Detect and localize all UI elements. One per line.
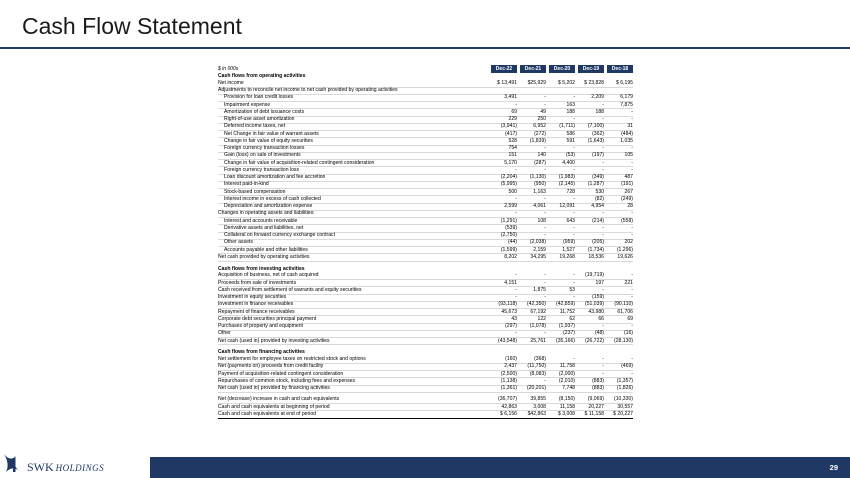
value-cell: (883) <box>592 377 604 384</box>
value-cell: (1,291) <box>500 217 517 224</box>
row-label: Repurchases of common stock, including fees and expenses <box>218 377 356 384</box>
value-cell: (237) <box>563 330 575 337</box>
table-row <box>218 254 633 261</box>
value-cell: (2,500) <box>500 370 517 377</box>
value-cell: 188 <box>595 108 604 115</box>
value-cell: - <box>631 286 633 293</box>
value-cell: (3,941) <box>500 123 517 130</box>
logo-name: SWK <box>27 460 54 474</box>
value-cell: (1,711) <box>559 123 575 130</box>
value-cell: (90,110) <box>614 301 633 308</box>
value-cell: - <box>515 294 517 300</box>
value-cell: 487 <box>624 174 633 180</box>
value-cell: - <box>631 159 633 166</box>
value-cell: (362) <box>592 130 604 137</box>
value-cell: - <box>631 224 633 231</box>
value-cell: (2,750) <box>500 232 517 238</box>
value-cell: 586 <box>566 130 575 137</box>
value-cell: (959) <box>563 239 575 246</box>
value-cell: - <box>573 116 575 122</box>
value-cell: - <box>573 356 575 362</box>
value-cell: (1,839) <box>529 137 546 144</box>
value-cell: 122 <box>537 315 546 322</box>
row-label: Amortization of debt issuance costs <box>224 108 305 115</box>
value-cell: 4,954 <box>591 203 604 209</box>
value-cell: (20,201) <box>527 385 546 391</box>
value-cell: 61,706 <box>617 308 633 315</box>
row-label: Other <box>218 330 231 337</box>
value-cell: (1,734) <box>587 246 604 253</box>
value-cell: - <box>544 279 546 286</box>
value-cell: - <box>544 145 546 151</box>
value-cell: 528 <box>508 137 517 144</box>
value-cell: (1,078) <box>529 323 546 329</box>
value-cell: (2,145) <box>558 181 575 188</box>
value-cell: 43 <box>511 315 517 322</box>
value-cell: (950) <box>534 181 546 188</box>
value-cell: (82) <box>594 195 604 202</box>
value-cell: (35,166) <box>556 337 575 344</box>
value-cell: (484) <box>621 130 633 137</box>
row-label: Purchases of property and equipment <box>218 323 303 329</box>
value-cell: $ 20,227 <box>613 410 633 417</box>
value-cell: 591 <box>566 137 575 144</box>
value-cell: (1,937) <box>558 323 575 329</box>
value-cell: (44) <box>507 239 517 246</box>
table-row <box>218 386 633 393</box>
value-cell: $ 23,828 <box>584 79 604 86</box>
units-label: $ in 000s <box>218 65 239 72</box>
value-cell: - <box>602 370 604 377</box>
value-cell: (2,204) <box>500 174 517 180</box>
row-label: Corporate debt securities principal payment <box>218 315 317 322</box>
value-cell: - <box>515 210 517 217</box>
value-cell: (349) <box>592 174 604 180</box>
value-cell: 30,557 <box>617 403 633 410</box>
value-cell: (159) <box>592 294 604 300</box>
row-label: Net income <box>218 79 244 86</box>
value-cell: 229 <box>508 116 517 122</box>
value-cell: - <box>573 94 575 101</box>
row-label: Other assets <box>224 239 253 246</box>
value-cell: (2,038) <box>529 239 546 246</box>
logo-mark-icon <box>2 452 28 474</box>
value-cell: - <box>631 272 633 279</box>
footer-bar <box>150 457 850 478</box>
value-cell: 7,875 <box>620 101 633 108</box>
value-cell: (417) <box>505 130 517 137</box>
value-cell: 4,400 <box>562 159 575 166</box>
value-cell: 43,980 <box>588 308 604 315</box>
value-cell: - <box>631 210 633 217</box>
value-cell: 1,163 <box>533 188 546 195</box>
value-cell: - <box>544 377 546 384</box>
value-cell: (1,826) <box>616 385 633 391</box>
value-cell: 6,179 <box>620 94 633 101</box>
value-cell: 49 <box>540 108 546 115</box>
value-cell: 3,491 <box>504 94 517 101</box>
value-cell: - <box>515 286 517 293</box>
row-label: Cash flows from investing activities <box>218 265 305 272</box>
value-cell: 2,159 <box>533 246 546 253</box>
value-cell: - <box>573 224 575 231</box>
value-cell: (249) <box>621 195 633 202</box>
value-cell: 2,209 <box>591 94 604 101</box>
value-cell: - <box>573 294 575 300</box>
value-cell: - <box>631 323 633 329</box>
value-cell: (36,707) <box>498 396 517 403</box>
value-cell: 108 <box>537 217 546 224</box>
value-cell: - <box>544 94 546 101</box>
value-cell: 197 <box>595 279 604 286</box>
value-cell: - <box>544 330 546 337</box>
value-cell: - <box>602 101 604 108</box>
value-cell: $ 11,158 <box>584 410 604 417</box>
value-cell: 42,863 <box>501 403 517 410</box>
value-cell: (1,361) <box>500 385 517 391</box>
year-header: Dec-22 <box>491 65 517 73</box>
row-label: Depreciation and amortization expense <box>224 203 313 209</box>
row-label: Interest and accounts receivable <box>224 217 298 224</box>
company-logo <box>0 452 140 474</box>
value-cell: - <box>544 166 546 173</box>
value-cell: 11,158 <box>559 403 575 410</box>
value-cell: $42,863 <box>527 410 546 417</box>
value-cell: 1,035 <box>620 137 633 144</box>
value-cell: 6,952 <box>533 123 546 130</box>
value-cell: (1,599) <box>500 246 517 253</box>
row-label: Stock-based compensation <box>224 188 286 195</box>
row-label: Accounts payable and other liabilities <box>224 246 308 253</box>
row-label: Net (payments on) proceeds from credit facility <box>218 363 324 370</box>
row-label: Impairment expense <box>224 101 271 108</box>
value-cell: - <box>515 330 517 337</box>
value-cell: (1,357) <box>616 377 633 384</box>
value-cell: 2,437 <box>504 363 517 370</box>
value-cell: - <box>602 210 604 217</box>
value-cell: - <box>602 323 604 329</box>
value-cell: (883) <box>592 385 604 391</box>
value-cell: (42,859) <box>556 301 575 308</box>
value-cell: 530 <box>595 188 604 195</box>
value-cell: - <box>631 108 633 115</box>
row-label: Foreign currency transaction losses <box>224 145 305 151</box>
value-cell: 643 <box>566 217 575 224</box>
row-label: Net (decrease) increase in cash and cash equivalents <box>218 396 340 403</box>
logo-text <box>27 460 104 475</box>
row-label: Net settlement for employee taxes on restricted stock and options <box>218 356 366 362</box>
value-cell: 267 <box>624 188 633 195</box>
value-cell: (10,330) <box>614 396 633 403</box>
value-cell: - <box>573 210 575 217</box>
row-label: Foreign currency transaction loss <box>224 166 300 173</box>
value-cell: - <box>515 272 517 279</box>
value-cell: - <box>602 166 604 173</box>
table-body <box>218 73 633 419</box>
row-label: Change in fair value of equity securities <box>224 137 313 144</box>
value-cell: (287) <box>534 159 546 166</box>
value-cell: 2,599 <box>504 203 517 209</box>
value-cell: 221 <box>624 279 633 286</box>
value-cell: $ 6,195 <box>616 79 633 86</box>
value-cell: 1,527 <box>562 246 575 253</box>
row-label: Cash flows from financing activities <box>218 349 305 356</box>
value-cell: 5,170 <box>504 159 517 166</box>
value-cell: - <box>544 232 546 238</box>
value-cell: (1,138) <box>500 377 517 384</box>
value-cell: (8,083) <box>529 370 546 377</box>
value-cell: - <box>515 166 517 173</box>
value-cell: (43,548) <box>498 337 517 344</box>
value-cell: (197) <box>592 152 604 159</box>
row-label: Deferred income taxes, net <box>224 123 286 130</box>
row-label: Right-of-use asset amortization <box>224 116 295 122</box>
value-cell: 11,752 <box>559 308 575 315</box>
row-label: Loan discount amortization and fee accretion <box>224 174 326 180</box>
value-cell: 7,748 <box>562 385 575 391</box>
value-cell: - <box>602 286 604 293</box>
value-cell: (205) <box>592 239 604 246</box>
value-cell: (1,130) <box>529 174 546 180</box>
row-label: Net cash (used in) provided by investing activities <box>218 337 330 344</box>
value-cell: (42,350) <box>527 301 546 308</box>
value-cell: (1,296) <box>616 246 633 253</box>
row-label: Investment in finance receivables <box>218 301 294 308</box>
value-cell: $ 5,202 <box>558 79 575 86</box>
value-cell: - <box>631 294 633 300</box>
value-cell: (48) <box>594 330 604 337</box>
value-cell: 69 <box>627 315 633 322</box>
value-cell: 188 <box>566 108 575 115</box>
row-label: Provision for loan credit losses <box>224 94 294 101</box>
value-cell: - <box>515 101 517 108</box>
value-cell: - <box>631 116 633 122</box>
table-header <box>218 64 633 73</box>
value-cell: 202 <box>624 239 633 246</box>
value-cell: $ 3,008 <box>558 410 575 417</box>
row-label: Changes in operating assets and liabilities: <box>218 210 315 217</box>
value-cell: - <box>573 279 575 286</box>
value-cell: - <box>602 224 604 231</box>
value-cell: 39,855 <box>530 396 546 403</box>
value-cell: - <box>602 363 604 370</box>
value-cell: (2,010) <box>558 377 575 384</box>
row-label: Change in fair value of acquisition-related contingent consideration <box>224 159 375 166</box>
row-label: Investment in equity securities <box>218 294 287 300</box>
value-cell: - <box>544 195 546 202</box>
value-cell: 250 <box>537 116 546 122</box>
value-cell: (160) <box>505 356 517 362</box>
value-cell: - <box>515 195 517 202</box>
row-label: Payment of acquisition-related contingent consideration <box>218 370 344 377</box>
row-label: Interest paid-in-kind <box>224 181 269 188</box>
value-cell: (8,150) <box>558 396 575 403</box>
value-cell: - <box>573 232 575 238</box>
value-cell: $ 13,491 <box>497 79 517 86</box>
page-number: 29 <box>829 463 838 472</box>
value-cell: (558) <box>621 217 633 224</box>
value-cell: - <box>573 195 575 202</box>
value-cell: 62 <box>569 315 575 322</box>
value-cell: - <box>631 232 633 238</box>
value-cell: 163 <box>566 101 575 108</box>
value-cell: - <box>544 101 546 108</box>
value-cell: - <box>602 116 604 122</box>
value-cell: - <box>544 294 546 300</box>
value-cell: (26,722) <box>585 337 604 344</box>
row-label: Cash flows from operating activities <box>218 73 306 79</box>
value-cell: (93,118) <box>498 301 517 308</box>
row-label: Interest income in excess of cash collected <box>224 195 321 202</box>
value-cell: (191) <box>621 181 633 188</box>
value-cell: (5,995) <box>500 181 517 188</box>
value-cell: - <box>544 272 546 279</box>
value-cell: 69 <box>511 108 517 115</box>
value-cell: (214) <box>592 217 604 224</box>
value-cell: (297) <box>505 323 517 329</box>
value-cell: - <box>631 145 633 151</box>
row-label: Repayment of finance receivables <box>218 308 295 315</box>
row-label: Collateral on forward currency exchange contract <box>224 232 335 238</box>
value-cell: (11,750) <box>527 363 546 370</box>
value-cell: - <box>602 159 604 166</box>
value-cell: 53 <box>569 286 575 293</box>
value-cell: (7,100) <box>587 123 604 130</box>
value-cell: (9,069) <box>587 396 604 403</box>
row-label: Cash and cash equivalents at beginning of period <box>218 403 330 410</box>
value-cell: 4,061 <box>533 203 546 209</box>
value-cell: (1,643) <box>587 137 604 144</box>
row-label: Net cash (used in) provided by financing activities <box>218 385 330 391</box>
value-cell: - <box>631 370 633 377</box>
year-header: Dec-21 <box>520 65 546 73</box>
year-header: Dec-20 <box>549 65 575 73</box>
value-cell: - <box>602 232 604 238</box>
value-cell: - <box>602 356 604 362</box>
value-cell: 20,227 <box>588 403 604 410</box>
value-cell: - <box>544 210 546 217</box>
value-cell: (539) <box>505 224 517 231</box>
value-cell: 105 <box>624 152 633 159</box>
value-cell: 754 <box>508 145 517 151</box>
value-cell: 500 <box>508 188 517 195</box>
row-label: Gain (loss) on sale of investments <box>224 152 301 159</box>
value-cell: - <box>602 145 604 151</box>
value-cell: (2,000) <box>558 370 575 377</box>
row-label: Cash received from settlement of warrants and equity securities <box>218 286 362 293</box>
cash-flow-table <box>218 64 633 419</box>
value-cell: (368) <box>534 356 546 362</box>
value-cell: 8,202 <box>504 253 517 260</box>
value-cell: (469) <box>621 363 633 370</box>
row-label: Proceeds from sale of investments <box>218 279 297 286</box>
value-cell: 3,008 <box>533 403 546 410</box>
row-label: Net Change in fair value of warrant assets <box>224 130 319 137</box>
value-cell: (272) <box>534 130 546 137</box>
value-cell: 19,268 <box>559 253 575 260</box>
value-cell: - <box>631 166 633 173</box>
row-label: Acquisition of business, net of cash acquired <box>218 272 319 279</box>
row-label: Cash and cash equivalents at end of period <box>218 410 316 417</box>
row-label: Derivative assets and liabilities, net <box>224 224 304 231</box>
value-cell: 25,761 <box>530 337 546 344</box>
table-row <box>218 411 633 418</box>
value-cell: 728 <box>566 188 575 195</box>
value-cell: 67,192 <box>530 308 546 315</box>
value-cell: 45,673 <box>501 308 517 315</box>
value-cell: 11,758 <box>559 363 575 370</box>
value-cell: 4,151 <box>504 279 517 286</box>
row-label: Adjustments to reconcile net income to net cash provided by operating activities <box>218 87 398 93</box>
value-cell: (28,130) <box>614 337 633 344</box>
value-cell: (53) <box>565 152 575 159</box>
value-cell: - <box>573 272 575 279</box>
value-cell: (51,039) <box>585 301 604 308</box>
value-cell: (16) <box>623 330 633 337</box>
page-title: Cash Flow Statement <box>22 13 242 39</box>
value-cell: - <box>544 224 546 231</box>
table-row <box>218 338 633 345</box>
value-cell: 12,091 <box>559 203 575 209</box>
value-cell: 31 <box>627 123 633 130</box>
value-cell: $25,929 <box>527 79 546 86</box>
value-cell: 140 <box>537 152 546 159</box>
value-cell: 151 <box>508 152 517 159</box>
year-header: Dec-18 <box>607 65 633 73</box>
logo-subtitle: HOLDINGS <box>55 463 105 473</box>
value-cell: $ 6,156 <box>500 410 517 417</box>
value-cell: - <box>573 145 575 151</box>
value-cell: (19,719) <box>585 272 604 279</box>
value-cell: (1,983) <box>558 174 575 180</box>
title-divider <box>0 47 850 49</box>
value-cell: 66 <box>598 315 604 322</box>
value-cell: - <box>631 356 633 362</box>
value-cell: 1,875 <box>533 286 546 293</box>
row-label: Net cash provided by operating activities <box>218 253 310 260</box>
value-cell: 18,536 <box>588 253 604 260</box>
year-header: Dec-19 <box>578 65 604 73</box>
value-cell: (1,287) <box>587 181 604 188</box>
value-cell: 28 <box>627 203 633 209</box>
value-cell: - <box>573 166 575 173</box>
value-cell: 19,626 <box>617 253 633 260</box>
value-cell: 34,295 <box>530 253 546 260</box>
